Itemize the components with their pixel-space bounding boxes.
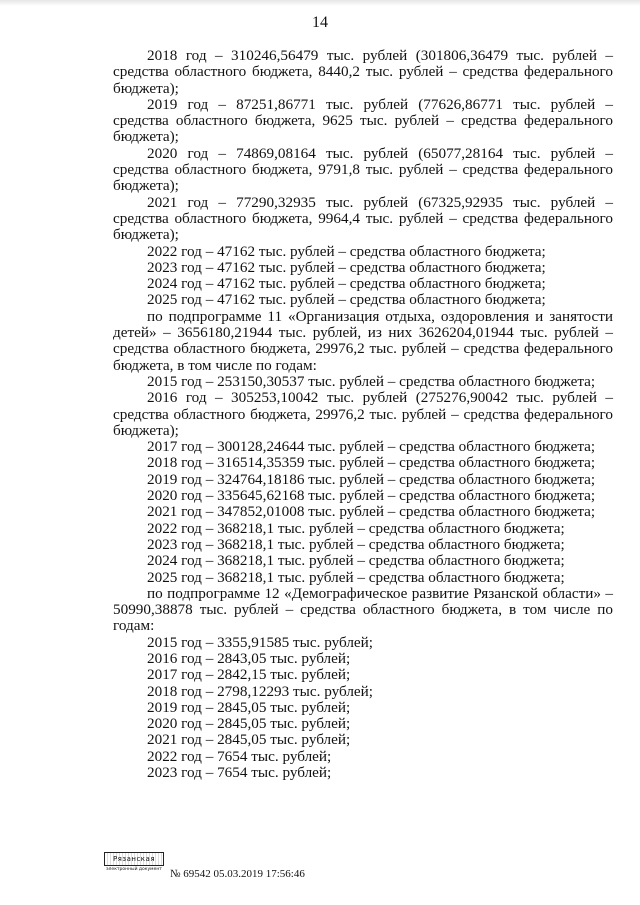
paragraph: 2021 год – 77290,32935 тыс. рублей (67325,92935 тыс. рублей – средства областного бюджета, 9964,4 тыс. рублей – средства федерального бюджета); [113,193,613,244]
stamp-text: Рязанская [112,855,156,863]
paragraph: 2019 год – 87251,86771 тыс. рублей (77626,86771 тыс. рублей – средства областного бюджета, 9625 тыс. рублей – средства федерального бюджета); [113,95,613,146]
document-id: № 69542 05.03.2019 17:56:46 [170,868,305,880]
paragraph: 2021 год – 2845,05 тыс. рублей; [147,731,351,749]
paragraph: 2020 год – 2845,05 тыс. рублей; [147,715,351,733]
paragraph: 2019 год – 324764,18186 тыс. рублей – средства областного бюджета; [147,470,596,488]
paragraph: 2024 год – 368218,1 тыс. рублей – средства областного бюджета; [147,552,565,570]
paragraph: 2018 год – 316514,35359 тыс. рублей – средства областного бюджета; [147,454,596,472]
paragraph: 2021 год – 347852,01008 тыс. рублей – средства областного бюджета; [147,503,596,521]
paragraph: 2023 год – 47162 тыс. рублей – средства областного бюджета; [147,258,546,276]
electronic-stamp [104,852,164,872]
paragraph: 2017 год – 2842,15 тыс. рублей; [147,666,351,684]
paragraph: 2020 год – 74869,08164 тыс. рублей (65077,28164 тыс. рублей – средства областного бюджета, 9791,8 тыс. рублей – средства федерального бюджета); [113,144,613,195]
paragraph: 2022 год – 7654 тыс. рублей; [147,747,332,765]
paragraph: 2018 год – 310246,56479 тыс. рублей (301806,36479 тыс. рублей – средства областного бюджета, 8440,2 тыс. рублей – средства федерального бюджета); [113,47,613,97]
document-body [113,48,613,781]
paragraph: 2024 год – 47162 тыс. рублей – средства областного бюджета; [147,275,546,293]
paragraph: 2022 год – 47162 тыс. рублей – средства областного бюджета; [147,242,546,260]
paragraph: 2017 год – 300128,24644 тыс. рублей – средства областного бюджета; [147,438,596,456]
paragraph: 2025 год – 368218,1 тыс. рублей – средства областного бюджета; [147,568,565,586]
paragraph: 2015 год – 253150,30537 тыс. рублей – средства областного бюджета; [147,372,596,390]
stamp-logo [104,852,164,866]
stamp-subtext: электронный документ [106,867,162,872]
paragraph: 2018 год – 2798,12293 тыс. рублей; [147,682,374,700]
paragraph: 2015 год – 3355,91585 тыс. рублей; [147,633,374,651]
paragraph: 2025 год – 47162 тыс. рублей – средства областного бюджета; [147,291,546,309]
paragraph: 2023 год – 7654 тыс. рублей; [147,764,332,782]
paragraph: 2016 год – 2843,05 тыс. рублей; [147,649,351,667]
paragraph: 2020 год – 335645,62168 тыс. рублей – средства областного бюджета; [147,487,596,505]
scan-edge [0,0,640,6]
paragraph: по подпрограмме 12 «Демографическое развитие Рязанской области» – 50990,38878 тыс. рублей – средства областного бюджета, в том числе по годам: [113,584,613,635]
paragraph: 2023 год – 368218,1 тыс. рублей – средства областного бюджета; [147,535,565,553]
paragraph: 2016 год – 305253,10042 тыс. рублей (275276,90042 тыс. рублей – средства областного бюджета, 29976,2 тыс. рублей – средства федерального бюджета); [113,389,613,439]
paragraph: 2019 год – 2845,05 тыс. рублей; [147,698,351,716]
page-number: 14 [312,14,328,31]
paragraph: по подпрограмме 11 «Организация отдыха, оздоровления и занятости детей» – 3656180,21944 тыс. рублей, из них 3626204,01944 тыс. рублей – средства областного бюджета, 29976,2 тыс. рублей – средства федерального бюджета, в том числе по годам: [113,307,613,374]
paragraph: 2022 год – 368218,1 тыс. рублей – средства областного бюджета; [147,519,565,537]
